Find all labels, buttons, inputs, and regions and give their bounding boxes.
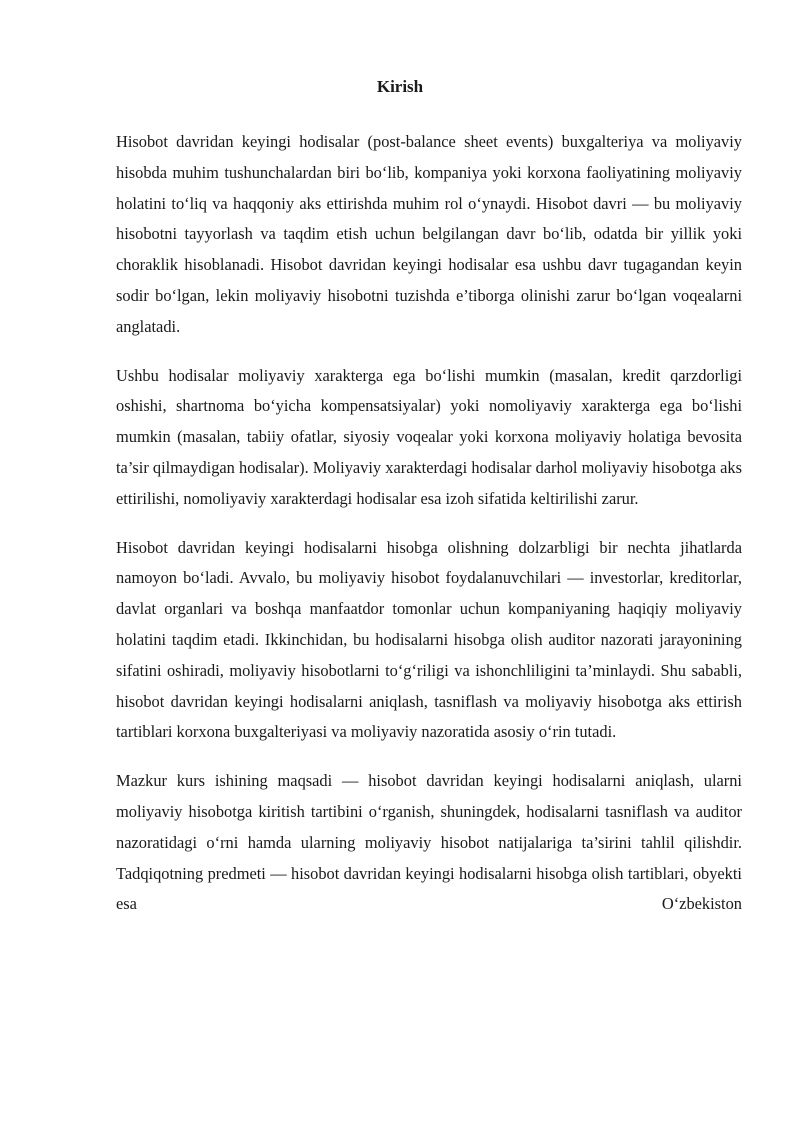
- paragraph-1: Hisobot davridan keyingi hodisalar (post-balance sheet events) buxgalteriya va moliyaviy hisobda muhim tushunchalardan biri bo‘lib, kompaniya yoki korxona faoliyatining moliyaviy holatini to‘liq va haqqoniy aks ettirishda muhim rol o‘ynaydi. Hisobot davri — bu moliyaviy hisobotni tayyorlash va taqdim etish uchun belgilangan davr bo‘lib, odatda bir yillik yoki choraklik hisoblanadi. Hisobot davridan keyingi hodisalar esa ushbu davr tugagandan keyin sodir bo‘lgan, lekin moliyaviy hisobotni tuzishda e’tiborga olinishi zarur bo‘lgan voqealarni anglatadi.: [116, 132, 742, 336]
- document-body: [116, 127, 742, 920]
- paragraph-3: Hisobot davridan keyingi hodisalarni hisobga olishning dolzarbligi bir nechta jihatlarda namoyon bo‘ladi. Avvalo, bu moliyaviy hisobot foydalanuvchilari — investorlar, kreditorlar, davlat organlari va boshqa manfaatdor tomonlar uchun kompaniyaning haqiqiy moliyaviy holatini taqdim etadi. Ikkinchidan, bu hodisalarni hisobga olish auditor nazorati jarayonining sifatini oshiradi, moliyaviy hisobotlarni to‘g‘riligi va ishonchliligini ta’minlaydi. Shu sababli, hisobot davridan keyingi hodisalarni aniqlash, tasniflash va moliyaviy hisobotga aks ettirish tartiblari korxona buxgalteriyasi va moliyaviy nazoratida asosiy o‘rin tutadi.: [116, 537, 742, 742]
- page-title: Kirish: [376, 77, 424, 96]
- paragraph-4: Mazkur kurs ishining maqsadi — hisobot davridan keyingi hodisalarni aniqlash, ularni moliyaviy hisobotga kiritish tartibini o‘rganish, shuningdek, hodisalarni tasniflash va auditor nazoratidagi o‘rni hamda ularning moliyaviy hisobot natijalariga ta’sirini tahlil qilishdir. Tadqiqotning predmeti — hisobot davridan keyingi hodisalarni hisobga olish tartiblari, obyekti esa O‘zbekiston: [116, 771, 742, 914]
- paragraph-2: Ushbu hodisalar moliyaviy xarakterga ega bo‘lishi mumkin (masalan, kredit qarzdorligi oshishi, shartnoma bo‘yicha kompensatsiyalar) yoki nomoliyaviy xarakterga ega bo‘lishi mumkin (masalan, tabiiy ofatlar, siyosiy voqealar yoki korxona moliyaviy holatiga bevosita ta’sir qilmaydigan hodisalar). Moliyaviy xarakterdagi hodisalar darhol moliyaviy hisobotga aks ettirilishi, nomoliyaviy xarakterdagi hodisalar esa izoh sifatida keltirilishi zarur.: [116, 365, 742, 508]
